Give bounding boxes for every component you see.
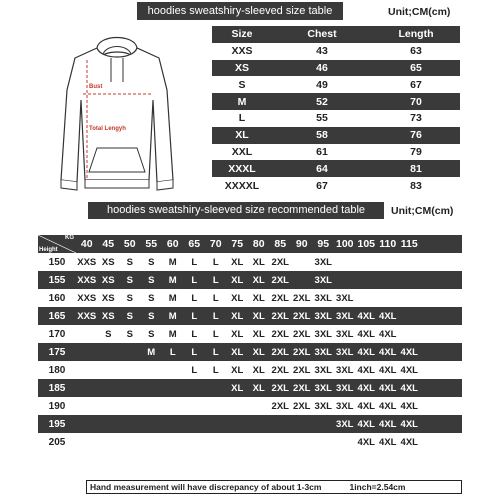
height-cell: 185: [48, 382, 66, 394]
measurement-note: Hand measurement will have discrepancy of about 1-3cm: [90, 482, 322, 492]
length-cell: 81: [410, 162, 422, 175]
size-recommendation-cell: 4XL: [357, 346, 375, 358]
size-recommendation-cell: 4XL: [379, 328, 397, 340]
weight-header-cell: 55: [145, 238, 158, 250]
weight-header-cell: 95: [317, 238, 330, 250]
size-recommendation-cell: L: [191, 292, 198, 304]
size-recommendation-cell: XL: [231, 274, 244, 286]
size-recommendation-cell: 3XL: [314, 256, 332, 268]
length-cell: 83: [410, 179, 422, 192]
height-cell: 195: [48, 418, 66, 430]
size-cell: XXXL: [228, 162, 256, 175]
size-recommendation-cell: XL: [231, 310, 244, 322]
size-recommendation-cell: S: [148, 292, 155, 304]
size-cell: M: [237, 95, 247, 108]
weight-header-cell: 85: [274, 238, 287, 250]
length-cell: 76: [410, 129, 422, 142]
size-recommendation-cell: L: [212, 346, 219, 358]
size-recommendation-cell: L: [212, 328, 219, 340]
size-cell: XXXXL: [224, 179, 260, 192]
chest-header: Chest: [307, 28, 337, 41]
size-recommendation-cell: 2XL: [271, 328, 289, 340]
weight-header-cell: 70: [209, 238, 222, 250]
chest-cell: 43: [316, 45, 328, 58]
size-recommendation-cell: S: [105, 328, 112, 340]
size-recommendation-cell: 4XL: [357, 364, 375, 376]
table-corner-cell: [38, 235, 76, 253]
size-recommendation-cell: 2XL: [271, 346, 289, 358]
size-recommendation-cell: M: [168, 292, 177, 304]
size-recommendation-cell: XL: [252, 382, 265, 394]
size-recommendation-cell: XS: [101, 274, 115, 286]
weight-header-cell: 65: [188, 238, 201, 250]
size-recommendation-cell: XXS: [77, 292, 97, 304]
size-recommendation-cell: S: [126, 292, 133, 304]
weight-header-cell: 40: [80, 238, 93, 250]
height-cell: 155: [48, 274, 66, 286]
size-recommendation-cell: 4XL: [357, 436, 375, 448]
chest-cell: 49: [316, 78, 328, 91]
size-table-row: [212, 177, 460, 194]
size-recommendation-cell: 3XL: [314, 382, 332, 394]
bust-label: Bust: [89, 84, 103, 90]
size-table-header: [212, 26, 460, 43]
size-recommendation-cell: S: [126, 274, 133, 286]
size-recommendation-cell: 4XL: [357, 310, 375, 322]
weight-header-cell: 45: [102, 238, 115, 250]
size-recommendation-cell: 3XL: [336, 328, 354, 340]
size-recommendation-cell: 4XL: [379, 382, 397, 394]
size-recommendation-cell: XL: [231, 346, 244, 358]
weight-header-cell: 60: [166, 238, 179, 250]
weight-header-cell: 75: [231, 238, 244, 250]
length-cell: 65: [410, 61, 422, 74]
inch-conversion-note: 1inch=2.54cm: [349, 482, 406, 492]
size-recommendation-cell: 3XL: [336, 292, 354, 304]
size-recommendation-cell: 4XL: [379, 418, 397, 430]
chest-cell: 67: [316, 179, 328, 192]
size-recommendation-cell: XL: [252, 346, 265, 358]
recommended-row: [38, 253, 462, 271]
size-recommendation-cell: 4XL: [400, 418, 418, 430]
size-recommendation-cell: XL: [252, 274, 265, 286]
size-recommendation-cell: XL: [231, 292, 244, 304]
size-recommendation-cell: XL: [231, 364, 244, 376]
recommended-row: [38, 271, 462, 289]
size-recommendation-cell: 4XL: [400, 346, 418, 358]
size-recommendation-cell: 2XL: [271, 400, 289, 412]
size-recommendation-cell: XL: [231, 256, 244, 268]
size-recommendation-cell: 2XL: [271, 310, 289, 322]
recommended-row: [38, 325, 462, 343]
weight-header-cell: 50: [123, 238, 136, 250]
size-recommendation-cell: XXS: [77, 274, 97, 286]
size-recommendation-cell: 3XL: [314, 310, 332, 322]
size-recommendation-cell: 2XL: [293, 310, 311, 322]
size-recommendation-cell: L: [191, 310, 198, 322]
size-recommendation-cell: S: [126, 328, 133, 340]
size-recommendation-cell: 4XL: [379, 310, 397, 322]
size-recommendation-cell: 3XL: [336, 346, 354, 358]
size-recommendation-cell: 2XL: [293, 400, 311, 412]
size-recommendation-cell: S: [148, 328, 155, 340]
size-recommendation-cell: XL: [252, 292, 265, 304]
length-cell: 67: [410, 78, 422, 91]
size-recommendation-cell: 2XL: [293, 328, 311, 340]
size-recommendation-cell: 2XL: [271, 274, 289, 286]
size-recommendation-cell: L: [212, 310, 219, 322]
size-recommendation-cell: 4XL: [400, 364, 418, 376]
corner-height-label: Height: [39, 247, 58, 253]
size-table-row: [212, 60, 460, 77]
size-recommendation-cell: XL: [252, 328, 265, 340]
length-cell: 79: [410, 145, 422, 158]
size-recommendation-cell: L: [212, 274, 219, 286]
size-recommendation-cell: 4XL: [400, 400, 418, 412]
size-recommendation-cell: XL: [231, 382, 244, 394]
size-table-title: hoodies sweatshiry-sleeved size table: [137, 2, 343, 20]
size-recommendation-cell: L: [191, 364, 198, 376]
chest-cell: 46: [316, 61, 328, 74]
size-cell: L: [238, 112, 246, 125]
size-cell: S: [238, 78, 246, 91]
size-recommendation-cell: 3XL: [336, 364, 354, 376]
weight-header-cell: 110: [379, 238, 397, 250]
recommended-row: [38, 397, 462, 415]
height-cell: 175: [48, 346, 66, 358]
size-recommendation-cell: M: [147, 346, 156, 358]
size-recommendation-cell: 2XL: [271, 292, 289, 304]
size-recommendation-cell: 3XL: [336, 310, 354, 322]
length-cell: 70: [410, 95, 422, 108]
recommended-row: [38, 433, 462, 451]
size-table-row: [212, 127, 460, 144]
recommended-row: [38, 379, 462, 397]
size-cell: XS: [234, 61, 249, 74]
size-recommendation-cell: 4XL: [379, 400, 397, 412]
height-cell: 165: [48, 310, 66, 322]
size-recommendation-cell: 4XL: [357, 418, 375, 430]
recommended-row: [38, 307, 462, 325]
size-recommendation-cell: L: [191, 256, 198, 268]
recommended-table-unit: Unit;CM(cm): [391, 205, 454, 217]
chest-cell: 58: [316, 129, 328, 142]
size-recommendation-cell: 3XL: [314, 274, 332, 286]
length-cell: 63: [410, 45, 422, 58]
size-recommendation-cell: 4XL: [379, 436, 397, 448]
size-recommendation-cell: 3XL: [336, 418, 354, 430]
size-recommendation-cell: 4XL: [379, 364, 397, 376]
size-recommendation-cell: M: [168, 256, 177, 268]
size-recommendation-cell: 2XL: [271, 364, 289, 376]
size-recommendation-cell: 4XL: [400, 436, 418, 448]
weight-header-cell: 90: [295, 238, 308, 250]
height-cell: 160: [48, 292, 66, 304]
size-table-row: [212, 93, 460, 110]
chest-cell: 55: [316, 112, 328, 125]
size-recommendation-cell: S: [148, 274, 155, 286]
size-recommendation-cell: 4XL: [357, 400, 375, 412]
size-table-row: [212, 160, 460, 177]
size-recommendation-cell: 2XL: [293, 364, 311, 376]
size-recommendation-cell: S: [126, 310, 133, 322]
chest-cell: 61: [316, 145, 328, 158]
size-table-row: [212, 76, 460, 93]
size-recommendation-cell: XL: [252, 364, 265, 376]
size-recommendation-cell: M: [168, 328, 177, 340]
size-recommendation-cell: M: [168, 274, 177, 286]
corner-weight-label: KG: [65, 235, 74, 241]
size-recommendation-cell: 3XL: [314, 400, 332, 412]
height-cell: 180: [48, 364, 66, 376]
footer-note-box: [86, 480, 462, 494]
size-table-row: [212, 43, 460, 60]
size-recommendation-cell: L: [191, 328, 198, 340]
weight-header-cell: 100: [335, 238, 354, 250]
size-recommendation-cell: 2XL: [293, 382, 311, 394]
chest-cell: 52: [316, 95, 328, 108]
size-recommendation-cell: XS: [101, 310, 115, 322]
size-recommendation-cell: 2XL: [271, 256, 289, 268]
size-recommendation-cell: L: [212, 292, 219, 304]
size-recommendation-cell: XS: [101, 256, 115, 268]
chest-cell: 64: [316, 162, 328, 175]
total-length-label: Total Lengyh: [89, 126, 126, 132]
recommended-table: [38, 235, 462, 451]
size-cell: XL: [235, 129, 249, 142]
size-recommendation-cell: L: [212, 256, 219, 268]
weight-header-cell: 80: [252, 238, 265, 250]
size-recommendation-cell: 4XL: [357, 382, 375, 394]
size-table-unit: Unit;CM(cm): [388, 6, 451, 18]
height-cell: 190: [48, 400, 66, 412]
size-recommendation-cell: 3XL: [314, 328, 332, 340]
size-recommendation-cell: XXS: [77, 310, 97, 322]
weight-header-cell: 115: [400, 238, 418, 250]
size-recommendation-cell: L: [169, 346, 176, 358]
size-recommendation-cell: 2XL: [293, 346, 311, 358]
size-recommendation-cell: L: [191, 346, 198, 358]
recommended-row: [38, 361, 462, 379]
size-recommendation-cell: 4XL: [379, 346, 397, 358]
size-recommendation-cell: 3XL: [314, 292, 332, 304]
size-cell: XXL: [231, 145, 253, 158]
size-table-row: [212, 110, 460, 127]
height-cell: 170: [48, 328, 66, 340]
size-recommendation-cell: XL: [252, 310, 265, 322]
weight-header-row: [38, 235, 462, 253]
height-cell: 150: [48, 256, 66, 268]
size-cell: XXS: [231, 45, 253, 58]
recommended-row: [38, 415, 462, 433]
size-recommendation-cell: 4XL: [400, 382, 418, 394]
size-recommendation-cell: M: [168, 310, 177, 322]
size-recommendation-cell: S: [148, 310, 155, 322]
size-recommendation-cell: L: [191, 274, 198, 286]
size-recommendation-cell: 4XL: [357, 328, 375, 340]
size-recommendation-cell: 3XL: [314, 364, 332, 376]
size-table: [212, 26, 460, 194]
recommended-row: [38, 343, 462, 361]
size-header: Size: [231, 28, 253, 41]
hoodie-diagram: [47, 30, 187, 195]
size-recommendation-cell: 2XL: [271, 382, 289, 394]
size-recommendation-cell: 3XL: [314, 346, 332, 358]
size-recommendation-cell: XS: [101, 292, 115, 304]
size-recommendation-cell: 2XL: [293, 292, 311, 304]
weight-header-cell: 105: [357, 238, 376, 250]
length-header: Length: [398, 28, 434, 41]
size-recommendation-cell: S: [148, 256, 155, 268]
size-recommendation-cell: S: [126, 256, 133, 268]
size-recommendation-cell: XL: [231, 328, 244, 340]
length-cell: 73: [410, 112, 422, 125]
recommended-table-title: hoodies sweatshiry-sleeved size recommended table: [88, 202, 384, 219]
recommended-row: [38, 289, 462, 307]
height-cell: 205: [48, 436, 66, 448]
size-recommendation-cell: L: [212, 364, 219, 376]
size-table-row: [212, 144, 460, 161]
size-recommendation-cell: 3XL: [336, 382, 354, 394]
size-recommendation-cell: XXS: [77, 256, 97, 268]
size-recommendation-cell: XL: [252, 256, 265, 268]
size-recommendation-cell: 3XL: [336, 400, 354, 412]
